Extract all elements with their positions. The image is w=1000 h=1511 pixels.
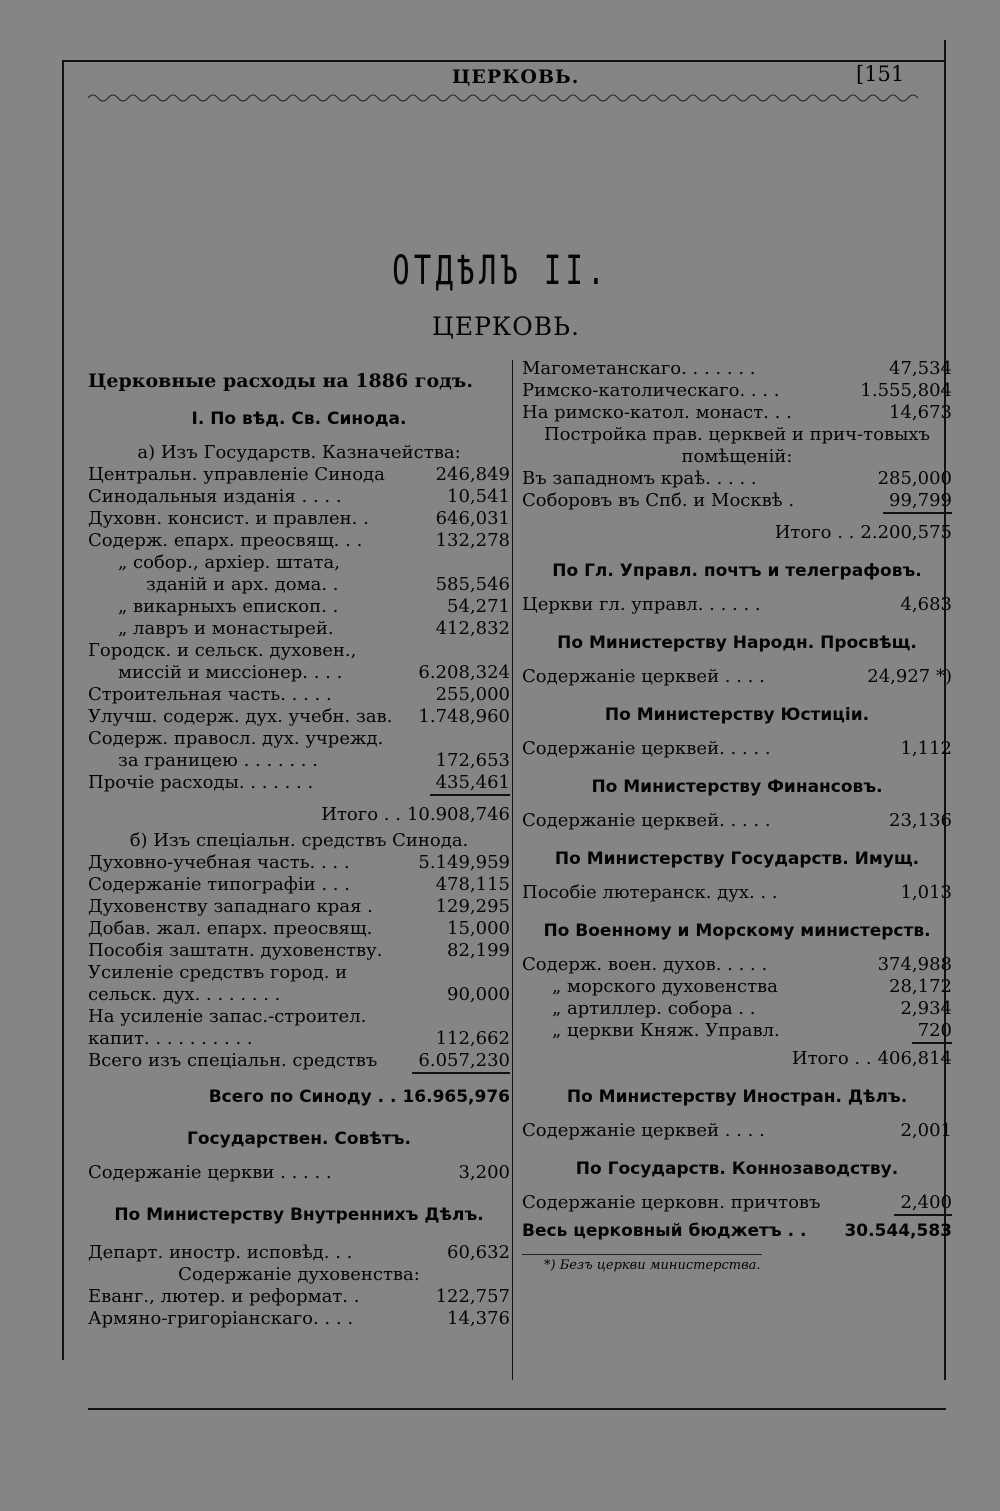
- row-value: 3,200: [458, 1162, 510, 1183]
- gossovet-row: [88, 1162, 510, 1184]
- table-row: [88, 552, 510, 574]
- row-label: Весь церковный бюджетъ . .: [522, 1221, 807, 1241]
- table-row: [88, 464, 510, 486]
- row-value: 2.200,575: [860, 522, 952, 543]
- table-row: [88, 918, 510, 940]
- table-row: [88, 574, 510, 596]
- row-value: 1.555,804: [860, 380, 952, 401]
- row-value: [504, 728, 510, 750]
- table-row: [88, 508, 510, 530]
- row-label: „ викарныхъ епископ. .: [118, 596, 339, 617]
- row-value: 1.748,960: [418, 706, 510, 727]
- table-row: [88, 772, 510, 796]
- row-value: 2,934: [900, 998, 952, 1019]
- row-label: миссій и миссіонер. . . .: [118, 662, 343, 683]
- row-label: Церкви гл. управл. . . . . .: [522, 594, 761, 615]
- treasury-heading: а) Изъ Государств. Казначейства:: [137, 442, 461, 463]
- table-row: [522, 882, 952, 904]
- treasury-rows: [88, 464, 510, 796]
- ministry-heading: По Министерству Юстиціи.: [604, 705, 870, 725]
- row-value: 112,662: [435, 1028, 510, 1049]
- row-label: „ собор., архіер. штата,: [118, 552, 340, 573]
- table-row: [522, 490, 952, 514]
- row-value: 23,136: [889, 810, 952, 831]
- row-label: Прочіе расходы. . . . . . .: [88, 772, 314, 793]
- row-value: [504, 552, 510, 574]
- row-label: Содерж. воен. духов. . . . .: [522, 954, 768, 975]
- row-label: Пособіе лютеранск. дух. . .: [522, 882, 778, 903]
- table-row: [522, 976, 952, 998]
- row-label: Содержаніе церковн. причтовъ: [522, 1192, 821, 1213]
- frame-top-rule: [62, 60, 946, 62]
- row-value: 6.208,324: [418, 662, 510, 683]
- row-value: 24,927 *): [867, 666, 952, 687]
- table-row: [88, 852, 510, 874]
- expenses-heading: Церковные расходы на 1886 годъ.: [88, 370, 473, 392]
- row-value: 255,000: [435, 684, 510, 705]
- row-label: Соборовъ въ Спб. и Москвѣ .: [522, 490, 795, 511]
- table-row: [88, 640, 510, 662]
- row-value: 60,632: [447, 1242, 510, 1263]
- military-rows: [522, 954, 952, 1044]
- table-row: [522, 402, 952, 424]
- ministry-sections: [522, 544, 952, 904]
- column-divider: [512, 360, 513, 1380]
- horse-row: [522, 1192, 952, 1216]
- row-label: Магометанскаго. . . . . . .: [522, 358, 756, 379]
- clergy-subheading: Содержаніе духовенства:: [178, 1264, 420, 1285]
- table-row: [522, 380, 952, 402]
- table-row: [88, 1028, 510, 1050]
- table-row: [88, 596, 510, 618]
- table-row: [88, 962, 510, 984]
- row-value: 720: [912, 1020, 952, 1044]
- footnote: *) Безъ церкви министерства.: [544, 1258, 761, 1273]
- row-label: Всего изъ спеціальн. средствъ: [88, 1050, 378, 1071]
- table-row: [522, 594, 952, 616]
- row-value: 28,172: [889, 976, 952, 997]
- row-value: 122,757: [435, 1286, 510, 1307]
- row-label: Итого . .: [321, 804, 401, 825]
- row-value: 14,673: [889, 402, 952, 423]
- row-label: Римско-католическаго. . . .: [522, 380, 780, 401]
- table-row: [88, 706, 510, 728]
- row-label: Синодальныя изданія . . . .: [88, 486, 342, 507]
- table-row: [88, 750, 510, 772]
- row-value: 10.908,746: [406, 804, 510, 825]
- ministry-heading: По Министерству Народн. Просвѣщ.: [557, 633, 917, 653]
- row-label: Содержаніе типографіи . . .: [88, 874, 350, 895]
- row-value: 2,400: [894, 1192, 952, 1216]
- row-label: Армяно-григоріанскаго. . . .: [88, 1308, 354, 1329]
- table-row: [88, 684, 510, 706]
- row-label: Духовн. консист. и правлен. .: [88, 508, 369, 529]
- row-label: Духовенству западнаго края .: [88, 896, 373, 917]
- row-value: 285,000: [877, 468, 952, 489]
- row-value: 1,112: [900, 738, 952, 759]
- mvd-row: [88, 1308, 510, 1330]
- row-value: 15,000: [447, 918, 510, 939]
- row-label: капит. . . . . . . . . .: [88, 1028, 253, 1049]
- row-label: „ морского духовенства: [552, 976, 778, 997]
- mvd-row: [88, 1242, 510, 1264]
- row-value: 90,000: [447, 984, 510, 1005]
- construction-total-row: [522, 522, 952, 544]
- row-value: 54,271: [447, 596, 510, 617]
- row-value: 246,849: [435, 464, 510, 485]
- frame-bottom-rule: [88, 1408, 946, 1410]
- row-value: 585,546: [435, 574, 510, 595]
- horse-heading: По Государств. Коннозаводству.: [575, 1159, 899, 1179]
- row-label: Духовно-учебная часть. . . .: [88, 852, 350, 873]
- row-value: 406,814: [877, 1048, 952, 1069]
- row-value: 5.149,959: [418, 852, 510, 873]
- row-label: Всего по Синоду . .: [208, 1087, 397, 1107]
- row-label: Итого . .: [774, 522, 855, 543]
- row-value: 47,534: [889, 358, 952, 379]
- row-label: Департ. иностр. исповѣд. . .: [88, 1242, 353, 1263]
- row-label: Итого . .: [791, 1048, 872, 1069]
- row-value: 14,376: [447, 1308, 510, 1329]
- row-label: „ лавръ и монастырей.: [118, 618, 334, 639]
- row-value: 478,115: [435, 874, 510, 895]
- row-label: Содержаніе церквей. . . . .: [522, 810, 771, 831]
- row-value: 412,832: [435, 618, 510, 639]
- row-value: [504, 640, 510, 662]
- ministry-heading: По Министерству Финансовъ.: [591, 777, 883, 797]
- construction-rows: [522, 468, 952, 514]
- row-label: за границею . . . . . . .: [118, 750, 318, 771]
- row-value: 129,295: [435, 896, 510, 917]
- row-label: Городск. и сельск. духовен.,: [88, 640, 357, 661]
- foreign-row: [522, 1120, 952, 1142]
- table-row: [522, 666, 952, 688]
- table-row: [88, 618, 510, 640]
- row-label: сельск. дух. . . . . . . .: [88, 984, 281, 1005]
- table-row: [522, 468, 952, 490]
- gossovet-heading: Государствен. Совѣтъ.: [187, 1129, 411, 1149]
- synod-total-row: [88, 1086, 510, 1108]
- row-label: Еванг., лютер. и реформат. .: [88, 1286, 360, 1307]
- decorative-wavy-rule: [88, 88, 924, 108]
- row-label: Усиленіе средствъ город. и: [88, 962, 348, 983]
- row-label: Содержаніе церквей . . . .: [522, 1120, 765, 1141]
- table-row: [522, 358, 952, 380]
- row-value: 6.057,230: [412, 1050, 510, 1074]
- table-row: [88, 896, 510, 918]
- row-value: 82,199: [447, 940, 510, 961]
- military-heading: По Военному и Морскому министерств.: [543, 921, 931, 941]
- row-label: Центральн. управленіе Синода: [88, 464, 385, 485]
- military-total-row: [522, 1048, 952, 1070]
- row-value: [504, 962, 510, 984]
- table-row: [88, 486, 510, 508]
- row-value: 172,653: [435, 750, 510, 771]
- chapter-title: ЦЕРКОВЬ.: [432, 312, 580, 341]
- running-title: ЦЕРКОВЬ.: [452, 66, 580, 88]
- construction-heading: Постройка прав. церквей и прич-товыхъ помѣщеній:: [543, 424, 931, 467]
- row-value: 132,278: [435, 530, 510, 551]
- table-row: [88, 530, 510, 552]
- row-label: зданій и арх. дома. .: [146, 574, 339, 595]
- row-label: Содержаніе церкви . . . . .: [88, 1162, 332, 1183]
- row-value: 10,541: [447, 486, 510, 507]
- row-value: 16.965,976: [402, 1087, 510, 1107]
- row-value: 99,799: [883, 490, 952, 514]
- row-value: 4,683: [900, 594, 952, 615]
- table-row: [522, 810, 952, 832]
- table-row: [522, 738, 952, 760]
- table-row: [88, 1050, 510, 1074]
- row-value: 374,988: [877, 954, 952, 975]
- special-funds-rows: [88, 852, 510, 1074]
- treasury-total-row: [88, 804, 510, 826]
- table-row: [88, 984, 510, 1006]
- row-label: Содержаніе церквей . . . .: [522, 666, 765, 687]
- right-column: [522, 358, 952, 1277]
- row-label: На усиленіе запас.-строител.: [88, 1006, 367, 1027]
- table-row: [88, 940, 510, 962]
- table-row: [522, 1020, 952, 1044]
- foreign-heading: По Министерству Иностран. Дѣлъ.: [566, 1087, 908, 1107]
- table-row: [522, 954, 952, 976]
- row-label: „ артиллер. собора . .: [552, 998, 756, 1019]
- row-value: 646,031: [435, 508, 510, 529]
- section-title: ОТДѢЛЪ II.: [392, 248, 609, 294]
- row-value: 30.544,583: [844, 1221, 952, 1241]
- row-label: Строительная часть. . . . .: [88, 684, 332, 705]
- row-value: 435,461: [430, 772, 510, 796]
- budget-total-row: [522, 1220, 952, 1242]
- special-funds-heading: б) Изъ спеціальн. средствъ Синода.: [129, 830, 469, 851]
- table-row: [522, 998, 952, 1020]
- page-number: [151: [856, 62, 905, 86]
- row-value: 1,013: [900, 882, 952, 903]
- row-label: „ церкви Княж. Управл.: [552, 1020, 780, 1041]
- confession-rows: [522, 358, 952, 424]
- table-row: [88, 662, 510, 684]
- row-label: Содерж. правосл. дух. учрежд.: [88, 728, 384, 749]
- table-row: [88, 1006, 510, 1028]
- ministry-heading: По Министерству Государств. Имущ.: [554, 849, 920, 869]
- row-label: Добав. жал. епарх. преосвящ.: [88, 918, 373, 939]
- row-label: Пособія заштатн. духовенству.: [88, 940, 383, 961]
- table-row: [88, 874, 510, 896]
- row-value: 2,001: [900, 1120, 952, 1141]
- mvd-row: [88, 1286, 510, 1308]
- row-value: [504, 1006, 510, 1028]
- frame-left-rule: [62, 60, 64, 1360]
- row-label: На римско-катол. монаст. . .: [522, 402, 792, 423]
- row-label: Въ западномъ краѣ. . . . .: [522, 468, 757, 489]
- synod-heading: I. По вѣд. Св. Синода.: [191, 409, 407, 429]
- row-label: Содержаніе церквей. . . . .: [522, 738, 771, 759]
- left-column: [88, 370, 510, 1330]
- table-row: [88, 728, 510, 750]
- ministry-heading: По Гл. Управл. почтъ и телеграфовъ.: [552, 561, 922, 581]
- row-label: Содерж. епарх. преосвящ. . .: [88, 530, 363, 551]
- mvd-heading: По Министерству Внутреннихъ Дѣлъ.: [114, 1205, 484, 1225]
- row-label: Улучш. содерж. дух. учебн. зав.: [88, 706, 393, 727]
